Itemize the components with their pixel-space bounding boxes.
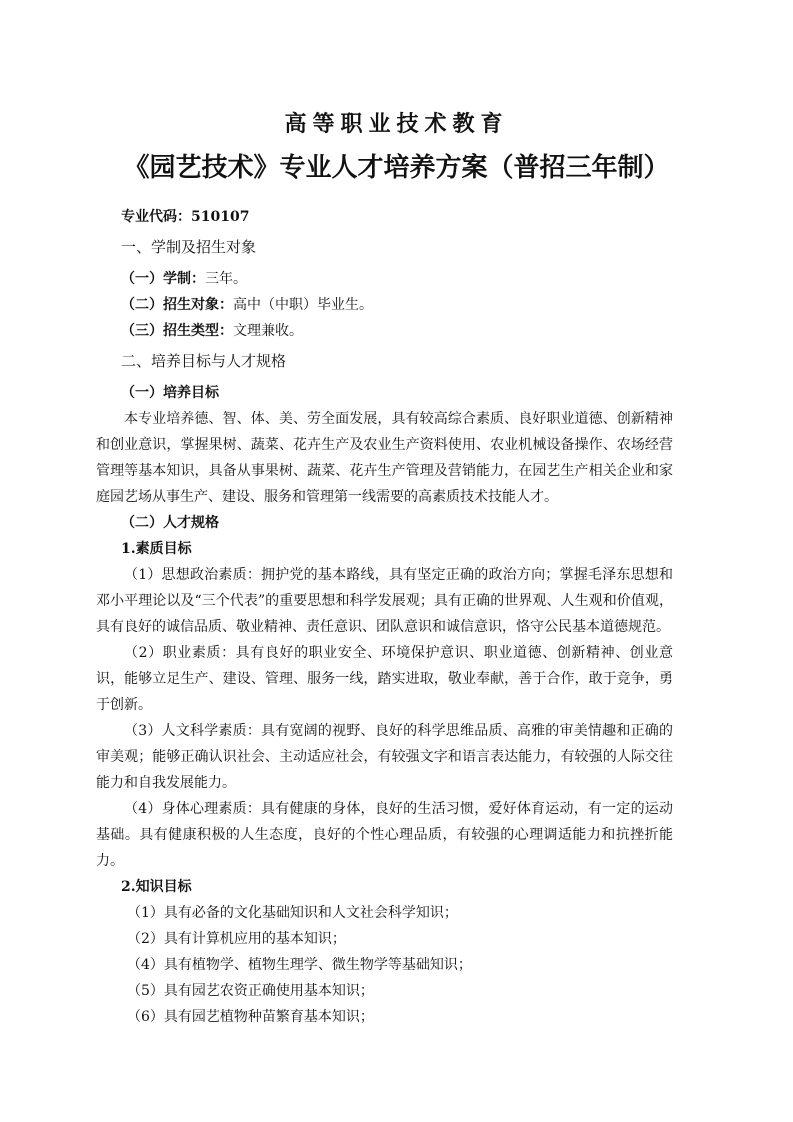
item-value: 高中（中职）毕业生。 xyxy=(233,297,373,313)
enrollment-type-item xyxy=(96,318,673,344)
section2-heading: 二、培养目标与人才规格 xyxy=(121,352,287,370)
quality-goal-heading: 1.素质目标 xyxy=(121,541,192,557)
item-value: 三年。 xyxy=(205,271,247,287)
quality-paragraph: （2）职业素质：具有良好的职业安全、环境保护意识、职业道德、创新精神、创业意识，能够立足生产、建设、管理、服务一线，踏实进取，敬业奉献，善于合作，敢于竞争，勇于创新。 xyxy=(96,645,673,713)
document-subtitle: 《园艺技术》专业人才培养方案（普招三年制） xyxy=(123,153,670,183)
knowledge-goal-heading: 2.知识目标 xyxy=(121,879,192,895)
knowledge-item: （2）具有计算机应用的基本知识； xyxy=(127,931,346,947)
knowledge-item: （5）具有园艺农资正确使用基本知识； xyxy=(127,983,374,999)
item-label: （二）招生对象： xyxy=(121,297,233,313)
document-body xyxy=(96,204,673,1030)
knowledge-item: （4）具有植物学、植物生理学、微生物学等基础知识； xyxy=(127,957,472,973)
section1-heading: 一、学制及招生对象 xyxy=(121,238,257,256)
major-code xyxy=(96,204,673,230)
training-goal-heading: （一）培养目标 xyxy=(121,385,219,401)
talent-spec-heading: （二）人才规格 xyxy=(121,515,219,531)
enrollment-target-item xyxy=(96,292,673,318)
knowledge-item: （6）具有园艺植物种苗繁育基本知识； xyxy=(127,1009,374,1025)
quality-paragraph: （3）人文科学素质：具有宽阔的视野、良好的科学思维品质、高雅的审美情趣和正确的审美观；能够正确认识社会、主动适应社会，有较强文字和语言表达能力，有较强的人际交往能力和自我发展能力。 xyxy=(96,723,673,791)
major-code-label: 专业代码： xyxy=(121,209,191,225)
quality-paragraph: （4）身体心理素质：具有健康的身体，良好的生活习惯，爱好体育运动，有一定的运动基础。具有健康积极的人生态度，良好的个性心理品质，有较强的心理调适能力和抗挫折能力。 xyxy=(96,801,673,869)
quality-paragraph: （1）思想政治素质：拥护党的基本路线，具有坚定正确的政治方向；掌握毛泽东思想和邓小平理论以及“三个代表”的重要思想和科学发展观；具有正确的世界观、人生观和价值观，具有良好的诚信品质、敬业精神、责任意识、团队意识和诚信意识，恪守公民基本道德规范。 xyxy=(96,567,673,635)
item-label: （三）招生类型： xyxy=(121,323,233,339)
item-label: （一）学制： xyxy=(121,271,205,287)
major-code-value: 510107 xyxy=(191,209,250,225)
knowledge-item: （1）具有必备的文化基础知识和人文社会科学知识； xyxy=(127,905,458,921)
document-title: 高等职业技术教育 xyxy=(284,112,509,137)
item-value: 文理兼收。 xyxy=(233,323,303,339)
duration-item xyxy=(96,266,673,292)
training-goal-text: 本专业培养德、智、体、美、劳全面发展，具有较高综合素质、良好职业道德、创新精神和创业意识，掌握果树、蔬菜、花卉生产及农业生产资料使用、农业机械设备操作、农场经营管理等基本知识，具备从事果树、蔬菜、花卉生产管理及营销能力，在园艺生产相关企业和家庭园艺场从事生产、建设、服务和管理第一线需要的高素质技术技能人才。 xyxy=(96,411,673,505)
